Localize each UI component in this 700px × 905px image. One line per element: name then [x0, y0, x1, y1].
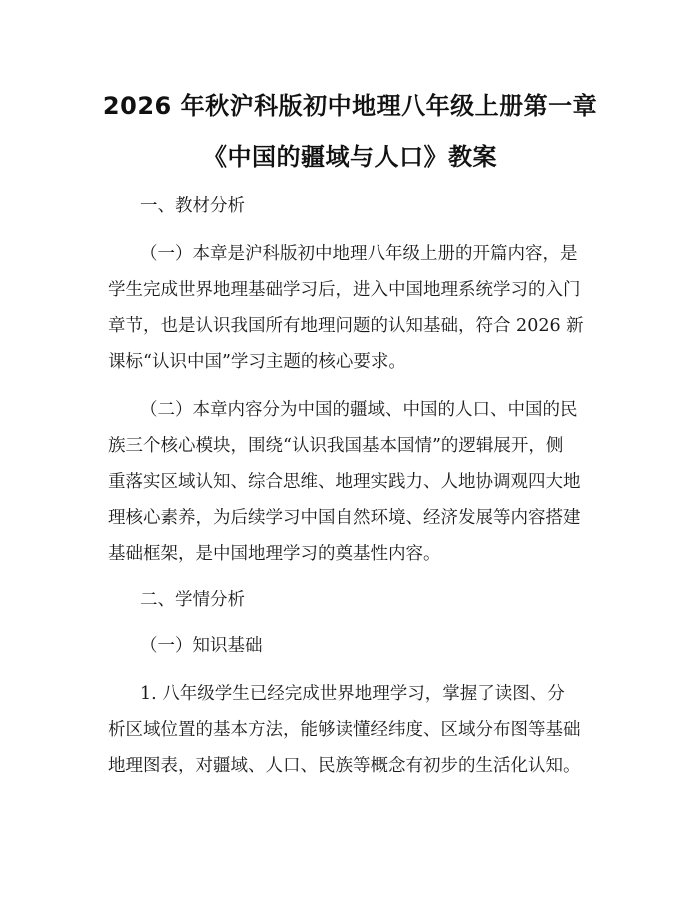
paragraph-line: 重落实区域认知、综合思维、地理实践力、人地协调观四大地: [108, 472, 581, 492]
document-title-line1: 2026 年秋沪科版初中地理八年级上册第一章: [102, 92, 598, 120]
section-heading-learner-analysis: 二、学情分析: [140, 590, 245, 610]
paragraph-line: 学生完成世界地理基础学习后，进入中国地理系统学习的入门: [108, 280, 581, 300]
paragraph-line: 族三个核心模块，围绕“认识我国基本国情”的逻辑展开，侧: [108, 436, 564, 456]
paragraph-line: 课标“认识中国”学习主题的核心要求。: [108, 352, 406, 372]
paragraph-line: 析区域位置的基本方法，能够读懂经纬度、区域分布图等基础: [108, 720, 581, 740]
subsection-heading-knowledge-base: （一）知识基础: [140, 636, 263, 656]
paragraph-line: 章节，也是认识我国所有地理问题的认知基础，符合 2026 新: [108, 316, 584, 336]
paragraph-line: 基础框架，是中国地理学习的奠基性内容。: [108, 544, 441, 564]
paragraph-line: （一）本章是沪科版初中地理八年级上册的开篇内容，是: [140, 244, 578, 264]
section-heading-textbook-analysis: 一、教材分析: [140, 196, 245, 216]
document-title-line2: 《中国的疆域与人口》教案: [203, 143, 497, 171]
paragraph-line: （二）本章内容分为中国的疆域、中国的人口、中国的民: [140, 400, 578, 420]
paragraph-line: 地理图表，对疆域、人口、民族等概念有初步的生活化认知。: [108, 756, 581, 776]
paragraph-line: 1. 八年级学生已经完成世界地理学习，掌握了读图、分: [140, 684, 565, 704]
paragraph-line: 理核心素养，为后续学习中国自然环境、经济发展等内容搭建: [108, 508, 581, 528]
